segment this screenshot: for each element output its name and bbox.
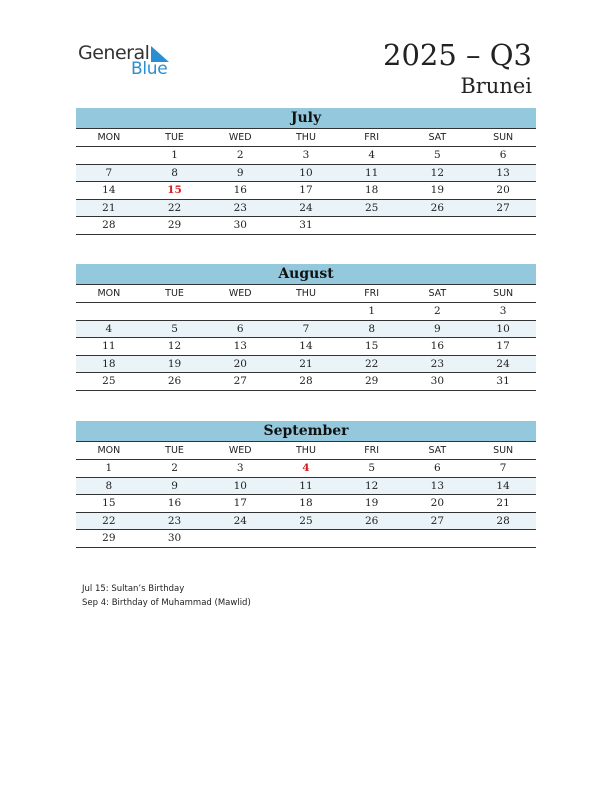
day-cell: 7 [76, 164, 142, 182]
day-cell: 19 [142, 355, 208, 373]
month-name: August [76, 264, 536, 284]
holiday-note: Jul 15: Sultan’s Birthday [82, 584, 185, 594]
day-cell: 21 [76, 199, 142, 217]
day-cell: 23 [405, 355, 471, 373]
day-cell: 5 [405, 147, 471, 165]
day-cell: 18 [339, 182, 405, 200]
day-cell: 6 [207, 320, 273, 338]
weekday-header: FRI [339, 285, 405, 303]
day-cell: 23 [207, 199, 273, 217]
weekday-header: MON [76, 442, 142, 460]
day-cell [207, 530, 273, 548]
week-row [76, 530, 536, 548]
generalblue-logo [78, 42, 178, 82]
weekday-header: THU [273, 442, 339, 460]
day-cell: 8 [142, 164, 208, 182]
day-cell: 12 [142, 338, 208, 356]
day-cell: 30 [405, 373, 471, 391]
day-cell: 24 [207, 512, 273, 530]
day-cell: 28 [273, 373, 339, 391]
week-row [76, 373, 536, 391]
day-cell: 4 [273, 460, 339, 478]
day-cell [207, 303, 273, 321]
day-cell: 21 [273, 355, 339, 373]
day-cell: 17 [470, 338, 536, 356]
weekday-header: MON [76, 285, 142, 303]
day-cell: 18 [273, 495, 339, 513]
day-cell: 3 [470, 303, 536, 321]
week-row [76, 460, 536, 478]
day-cell: 10 [207, 477, 273, 495]
day-cell: 9 [142, 477, 208, 495]
day-cell: 3 [273, 147, 339, 165]
day-cell: 12 [405, 164, 471, 182]
day-cell: 5 [142, 320, 208, 338]
week-row [76, 303, 536, 321]
day-cell: 4 [76, 320, 142, 338]
day-cell: 24 [273, 199, 339, 217]
day-cell: 2 [405, 303, 471, 321]
day-cell: 11 [339, 164, 405, 182]
day-cell: 25 [273, 512, 339, 530]
day-cell: 11 [273, 477, 339, 495]
day-cell: 27 [207, 373, 273, 391]
weekday-header: SAT [405, 285, 471, 303]
day-cell: 9 [207, 164, 273, 182]
day-cell: 31 [470, 373, 536, 391]
month-august [76, 264, 536, 391]
day-cell [273, 303, 339, 321]
day-cell [405, 530, 471, 548]
day-cell: 27 [405, 512, 471, 530]
week-row [76, 182, 536, 200]
day-cell: 28 [76, 217, 142, 235]
day-cell: 20 [405, 495, 471, 513]
week-row [76, 147, 536, 165]
day-cell: 3 [207, 460, 273, 478]
logo-general-text: General [78, 42, 150, 64]
page-title: 2025 – Q3 [383, 38, 532, 72]
weekday-header: WED [207, 285, 273, 303]
day-cell: 27 [470, 199, 536, 217]
day-cell: 15 [76, 495, 142, 513]
day-cell: 16 [405, 338, 471, 356]
weekday-header: FRI [339, 442, 405, 460]
day-cell: 6 [405, 460, 471, 478]
day-cell [470, 217, 536, 235]
week-row [76, 512, 536, 530]
day-cell: 10 [273, 164, 339, 182]
holiday-note: Sep 4: Birthday of Muhammad (Mawlid) [82, 598, 251, 608]
day-cell: 31 [273, 217, 339, 235]
week-row [76, 495, 536, 513]
weekday-header: THU [273, 285, 339, 303]
month-september [76, 421, 536, 548]
day-cell [76, 147, 142, 165]
day-cell: 25 [76, 373, 142, 391]
day-cell: 2 [142, 460, 208, 478]
day-cell: 15 [339, 338, 405, 356]
weekday-header: THU [273, 129, 339, 147]
day-cell: 4 [339, 147, 405, 165]
day-cell [339, 217, 405, 235]
weekday-header: TUE [142, 442, 208, 460]
day-cell: 5 [339, 460, 405, 478]
weekday-header: SUN [470, 129, 536, 147]
day-cell: 25 [339, 199, 405, 217]
day-cell: 7 [470, 460, 536, 478]
month-name: July [76, 108, 536, 128]
day-cell: 30 [207, 217, 273, 235]
day-cell: 1 [76, 460, 142, 478]
day-cell: 30 [142, 530, 208, 548]
day-cell: 29 [339, 373, 405, 391]
day-cell: 22 [142, 199, 208, 217]
day-cell: 1 [339, 303, 405, 321]
country-name: Brunei [460, 74, 532, 98]
weekday-header: WED [207, 129, 273, 147]
month-july [76, 108, 536, 235]
day-cell: 10 [470, 320, 536, 338]
day-cell: 16 [207, 182, 273, 200]
day-cell: 7 [273, 320, 339, 338]
weekday-header: SUN [470, 285, 536, 303]
day-cell: 24 [470, 355, 536, 373]
day-cell: 13 [207, 338, 273, 356]
day-cell: 29 [76, 530, 142, 548]
day-cell: 19 [339, 495, 405, 513]
day-cell: 18 [76, 355, 142, 373]
day-cell: 14 [76, 182, 142, 200]
week-row [76, 477, 536, 495]
month-grid [76, 284, 536, 391]
week-row [76, 320, 536, 338]
day-cell [76, 303, 142, 321]
day-cell: 23 [142, 512, 208, 530]
day-cell [273, 530, 339, 548]
day-cell: 15 [142, 182, 208, 200]
day-cell [470, 530, 536, 548]
day-cell: 11 [76, 338, 142, 356]
day-cell: 20 [470, 182, 536, 200]
day-cell: 20 [207, 355, 273, 373]
month-grid [76, 128, 536, 235]
weekday-header: TUE [142, 285, 208, 303]
day-cell [339, 530, 405, 548]
week-row [76, 217, 536, 235]
day-cell: 8 [76, 477, 142, 495]
week-row [76, 355, 536, 373]
day-cell: 19 [405, 182, 471, 200]
weekday-header: WED [207, 442, 273, 460]
logo-blue-text: Blue [131, 59, 168, 79]
day-cell: 9 [405, 320, 471, 338]
day-cell: 16 [142, 495, 208, 513]
month-grid [76, 441, 536, 548]
day-cell: 17 [273, 182, 339, 200]
day-cell: 12 [339, 477, 405, 495]
weekday-header: TUE [142, 129, 208, 147]
weekday-header: FRI [339, 129, 405, 147]
day-cell [142, 303, 208, 321]
day-cell: 28 [470, 512, 536, 530]
weekday-header: SUN [470, 442, 536, 460]
day-cell: 14 [470, 477, 536, 495]
day-cell: 22 [76, 512, 142, 530]
day-cell: 21 [470, 495, 536, 513]
day-cell: 26 [142, 373, 208, 391]
day-cell: 1 [142, 147, 208, 165]
week-row [76, 338, 536, 356]
month-name: September [76, 421, 536, 441]
weekday-header: SAT [405, 129, 471, 147]
day-cell: 26 [405, 199, 471, 217]
day-cell: 26 [339, 512, 405, 530]
day-cell: 2 [207, 147, 273, 165]
day-cell [405, 217, 471, 235]
day-cell: 29 [142, 217, 208, 235]
week-row [76, 164, 536, 182]
day-cell: 22 [339, 355, 405, 373]
day-cell: 8 [339, 320, 405, 338]
holiday-notes [82, 582, 251, 610]
week-row [76, 199, 536, 217]
day-cell: 14 [273, 338, 339, 356]
day-cell: 17 [207, 495, 273, 513]
day-cell: 13 [405, 477, 471, 495]
weekday-header: MON [76, 129, 142, 147]
day-cell: 13 [470, 164, 536, 182]
weekday-header: SAT [405, 442, 471, 460]
day-cell: 6 [470, 147, 536, 165]
